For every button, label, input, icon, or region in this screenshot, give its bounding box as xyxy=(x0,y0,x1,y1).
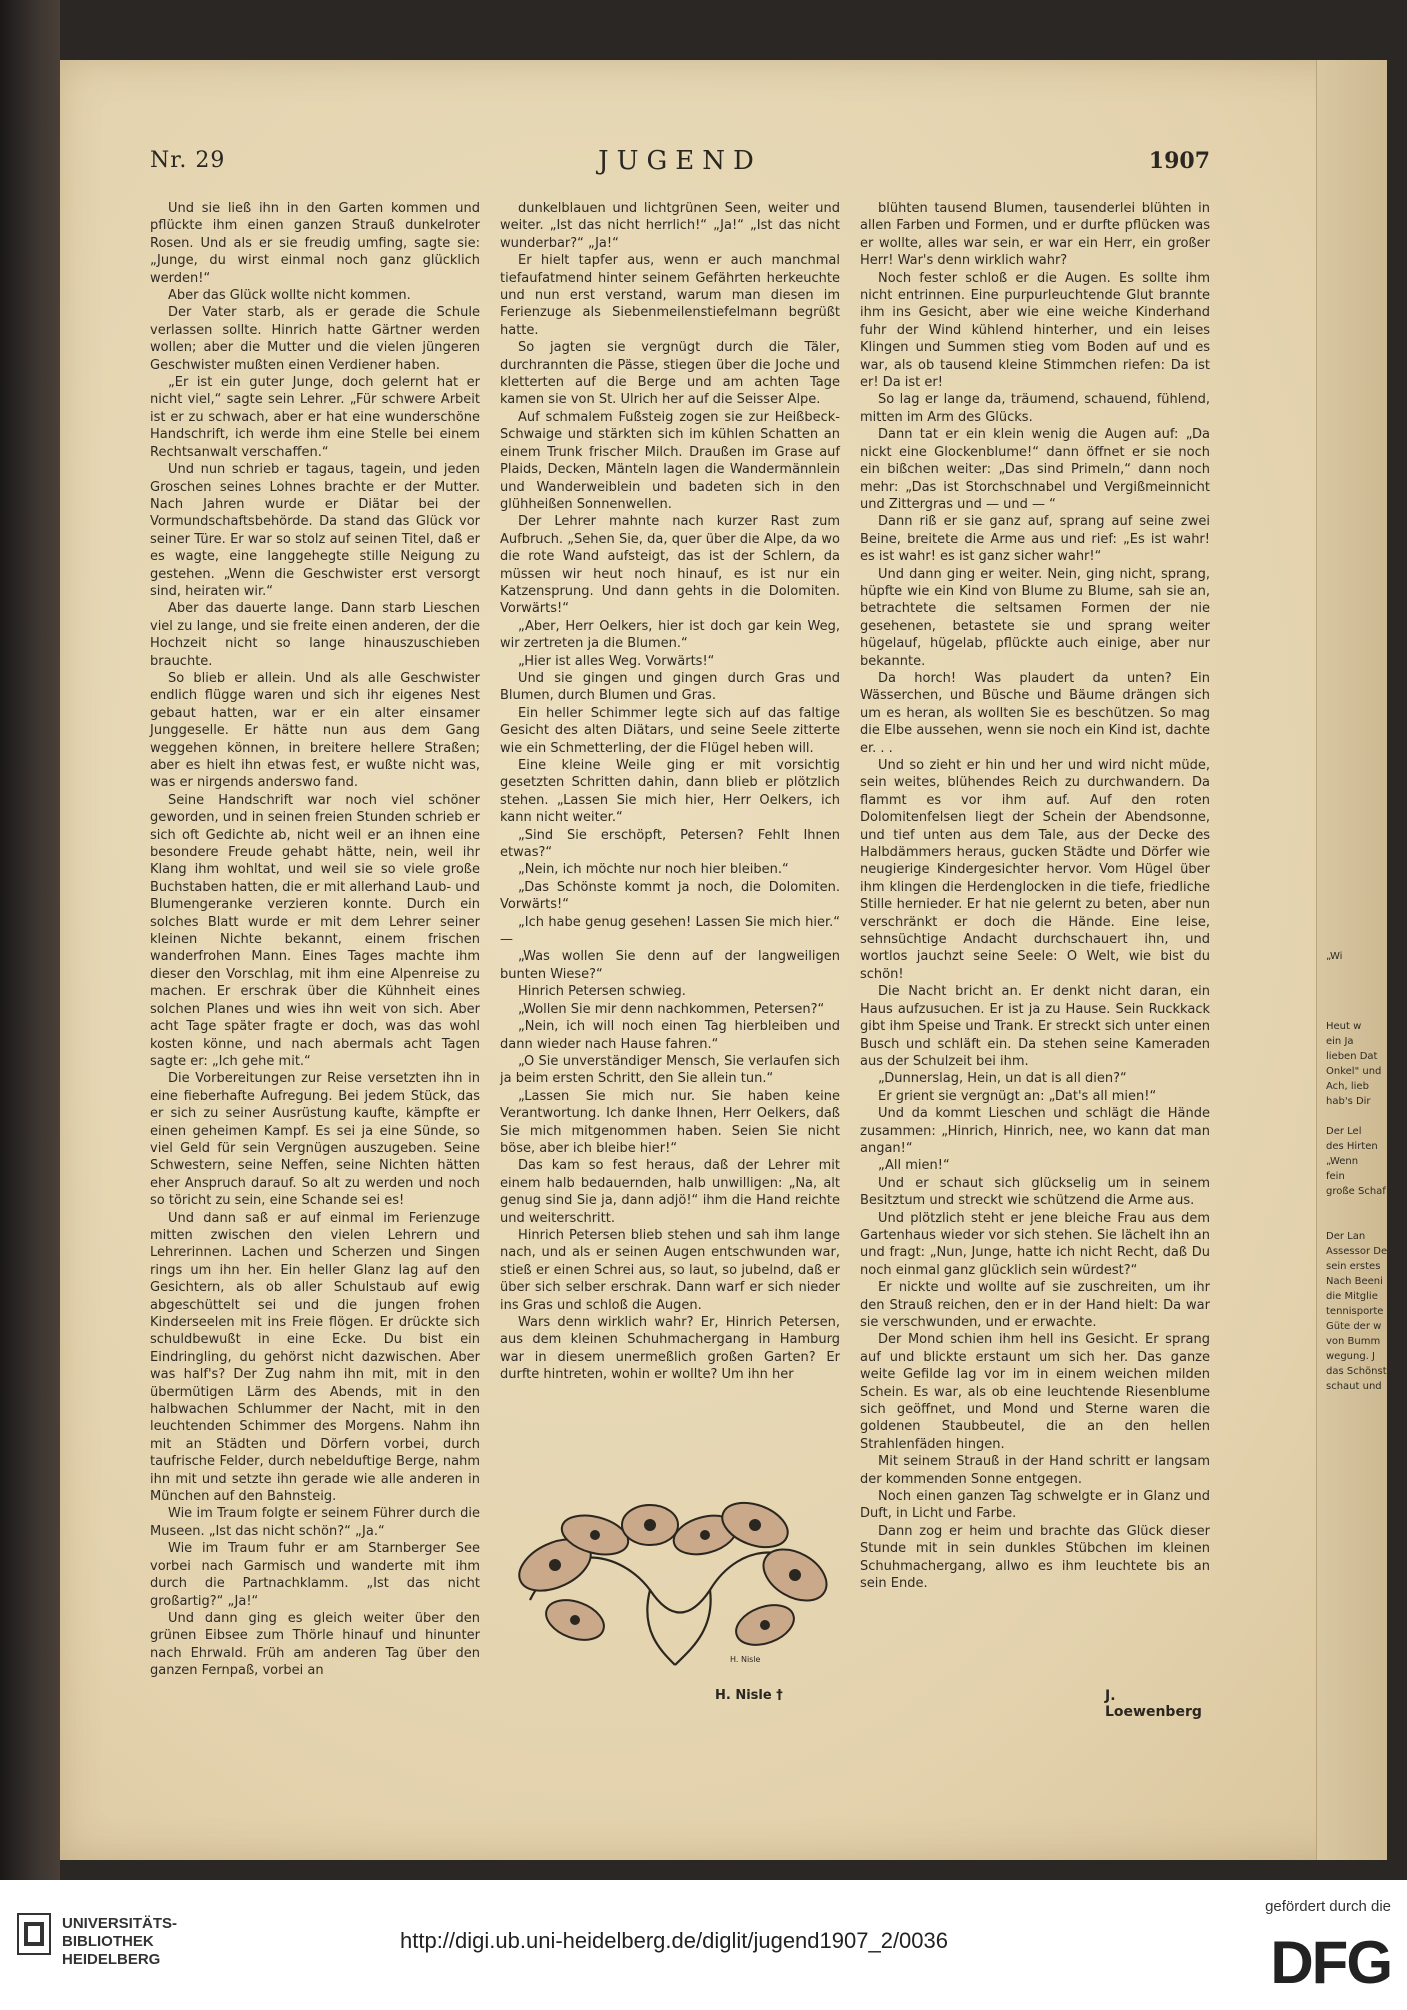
paragraph: Und dann ging es gleich weiter über den grünen Eibsee zum Thörle hinauf und hinunter nach Ehrwald. Früh am anderen Tag über den ganzen Fernpaß, vorbei an xyxy=(150,1610,480,1679)
paragraph: „Aber, Herr Oelkers, hier ist doch gar kein Weg, wir zertreten ja die Blumen.“ xyxy=(500,618,840,652)
text-fragment: hab's Dir xyxy=(1326,1096,1371,1107)
text-fragment: Assessor De xyxy=(1326,1246,1387,1257)
text-fragment: fein xyxy=(1326,1171,1345,1182)
magazine-title: JUGEND xyxy=(598,146,762,176)
paragraph: Mit seinem Strauß in der Hand schritt er langsam der kommenden Sonne entgegen. xyxy=(860,1454,1210,1487)
text-fragment: schaut und xyxy=(1326,1381,1382,1392)
paragraph: Und sie ließ ihn in den Garten kommen und pflückte ihm einen ganzen Strauß dunkelroter Rosen. Und als er sie freudig umfing, sagte sie: „Junge, du wirst einmal noch ganz glücklich werden!“ xyxy=(150,201,480,286)
text-fragment: tennisporte xyxy=(1326,1306,1384,1317)
paragraph: „Ich habe genug gesehen! Lassen Sie mich hier.“ — xyxy=(500,914,840,948)
paragraph: „O Sie unverständiger Mensch, Sie verlaufen sich ja beim ersten Schritt, den Sie allein tun.“ xyxy=(500,1053,840,1087)
text-fragment: lieben Dat xyxy=(1326,1051,1378,1062)
library-line: UNIVERSITÄTS- xyxy=(62,1915,178,1932)
library-line: HEIDELBERG xyxy=(62,1951,161,1968)
paragraph: So lag er lange da, träumend, schauend, fühlend, mitten im Arm des Glücks. xyxy=(860,392,1210,425)
text-fragment: Nach Beeni xyxy=(1326,1276,1383,1287)
paragraph: Eine kleine Weile ging er mit vorsichtig gesetzten Schritten dahin, dann blieb er plötzlich stehen. „Lassen Sie mich hier, Herr Oelkers, ich kann nicht weiter.“ xyxy=(500,758,840,826)
paragraph: Der Vater starb, als er gerade die Schule verlassen sollte. Hinrich hatte Gärtner werden wollen; aber die Mutter und die vielen jüngeren Geschwister mußten einen Verdiener haben. xyxy=(150,305,480,373)
paragraph: Ein heller Schimmer legte sich auf das faltige Gesicht des alten Diätars, und seine Seele zitterte wie ein Schmetterling, der die Flügel heben will. xyxy=(500,705,840,756)
paragraph: Dann tat er ein klein wenig die Augen auf: „Da nickt eine Glockenblume!“ dann öffnet er sie noch ein bißchen weiter: „Das sind Primeln,“ dann noch mehr: „Das ist Storchschnabel und Vergißmeinnicht und Zittergras und — und — “ xyxy=(860,427,1210,512)
paragraph: „Das Schönste kommt ja noch, die Dolomiten. Vorwärts!“ xyxy=(500,879,840,913)
text-fragment: wegung. J xyxy=(1326,1351,1376,1362)
dfg-logo: DFG xyxy=(1270,1929,1391,1996)
paragraph: Und er schaut sich glückselig um in seinem Besitztum und streckt wie schützend die Arme aus. xyxy=(860,1175,1210,1209)
paragraph: Und nun schrieb er tagaus, tagein, und jeden Groschen seines Lohnes brachte er der Mutter. Nach Jahren wurde er Diätar bei der Vormundschaftsbehörde. Da stand das Glück vor seiner Türe. Er war so stolz auf seinen Titel, daß er es wagte, eine langgehegte stille Neigung zu gestehen. „Wenn die Geschwister erst versorgt sind, heiraten wir.“ xyxy=(150,462,480,599)
text-fragment: die Mitglie xyxy=(1326,1291,1378,1302)
paragraph: Hinrich Petersen blieb stehen und sah ihm lange nach, und als er seinen Augen entschwunden war, stieß er einen Schrei aus, so laut, so jubelnd, daß er über sich selber erschrak. Dann warf er sich nieder ins Gras und schloß die Augen. xyxy=(500,1227,840,1313)
paragraph: dunkelblauen und lichtgrünen Seen, weiter und weiter. „Ist das nicht herrlich!“ „Ja!“ „Ist das nicht wunderbar?“ „Ja!“ xyxy=(500,201,840,251)
text-fragment: Ach, lieb xyxy=(1326,1081,1369,1092)
text-fragment: sein erstes xyxy=(1326,1261,1381,1272)
paragraph: „Lassen Sie mich nur. Sie haben keine Verantwortung. Ich danke Ihnen, Herr Oelkers, daß Sie mich mitgenommen haben. Seien Sie nicht böse, aber ich bleibe hier!“ xyxy=(500,1088,840,1156)
paragraph: „Nein, ich will noch einen Tag hierbleiben und dann wieder nach Hause fahren.“ xyxy=(500,1019,840,1052)
paragraph: „Hier ist alles Weg. Vorwärts!“ xyxy=(518,653,715,669)
funding-note: gefördert durch die xyxy=(1265,1898,1391,1915)
paragraph: So blieb er allein. Und als alle Geschwister endlich flügge waren und sich ihr eigenes Nest gebaut hatten, war er ein alter einsamer Junggeselle. Er hätte nun aus dem Gang weggehen können, in breitere hellere Straßen; aber es hielt ihn etwas fest, er wußte nicht was, was er nirgends anderswo fand. xyxy=(150,670,480,791)
library-line: BIBLIOTHEK xyxy=(62,1933,154,1950)
paragraph: Und dann ging er weiter. Nein, ging nicht, sprang, hüpfte wie ein Kind von Blume zu Blume, sah sie an, betrachtete die seltsamen Formen der nie gesehenen, betastete sie und sprang weiter hügelauf, hügelab, pflückte auch einige, aber nur bekannte. xyxy=(860,566,1210,669)
illustration-signature: H. Nisle xyxy=(730,1655,761,1664)
text-fragment: von Bumm xyxy=(1326,1336,1381,1347)
paragraph: Er grient sie vergnügt an: „Dat's all mien!“ xyxy=(878,1088,1157,1104)
column-right xyxy=(860,200,1210,1593)
paragraph: Wie im Traum folgte er seinem Führer durch die Museen. „Ist das nicht schön?“ „Ja.“ xyxy=(150,1506,480,1539)
paragraph: So jagten sie vergnügt durch die Täler, durchrannten die Pässe, stiegen über die Joche und kletterten auf die Berge und am achten Tage kamen sie von St. Ulrich her auf die Seisser Alpe. xyxy=(500,340,840,408)
paragraph: „Wollen Sie mir denn nachkommen, Petersen?“ xyxy=(518,1001,825,1017)
artist-credit: H. Nisle † xyxy=(715,1688,783,1703)
permalink-url[interactable]: http://digi.ub.uni-heidelberg.de/diglit/jugend1907_2/0036 xyxy=(400,1928,948,1953)
library-name xyxy=(62,1915,177,1969)
paragraph: Das kam so fest heraus, daß der Lehrer mit einem halb bedauernden, halb unwilligen: „Na, alt genug sind Sie ja, dann adjö!“ ihm die Hand reichte und weiterschritt. xyxy=(500,1158,840,1226)
text-fragment: ein Ja xyxy=(1326,1036,1354,1047)
paragraph: Die Nacht bricht an. Er denkt nicht daran, ein Haus aufzusuchen. Er ist ja zu Hause. Sein Ruckkack gibt ihm Speise und Trank. Er streckt sich unter einen Busch und schläft ein. Da stehen seine Kameraden aus der Schulzeit bei ihm. xyxy=(860,984,1210,1069)
next-page-partial-text xyxy=(1322,60,1387,1860)
paragraph: „Nein, ich möchte nur noch hier bleiben.“ xyxy=(518,862,789,878)
paragraph: Der Mond schien ihm hell ins Gesicht. Er sprang auf und blickte erstaunt um sich her. Das ganze weite Gefilde lag vor im in einem weichen milden Schein. Es war, als ob eine leuchtende Riesenblume sich geöffnet, und Mond und Sterne waren die goldenen Staubbeutel, die an den hellen Strahlenfäden hingen. xyxy=(860,1332,1210,1452)
paragraph: „Was wollen Sie denn auf der langweiligen bunten Wiese?“ xyxy=(500,949,840,982)
paragraph: Der Lehrer mahnte nach kurzer Rast zum Aufbruch. „Sehen Sie, da, quer über die Alpe, da wo die rote Wand aufsteigt, das ist der Schlern, da müssen wir heut noch hinauf, es ist nur ein Katzensprung. Und dann gehts in die Dolomiten. Vorwärts!“ xyxy=(500,514,840,617)
text-fragment: große Schaf xyxy=(1326,1186,1386,1197)
paragraph: „All mien!“ xyxy=(878,1158,950,1174)
paragraph: Seine Handschrift war noch viel schöner geworden, und in seinen freien Stunden schrieb er sich oft Gedichte ab, nicht weil er an ihnen eine besondere Freude gehabt hätte, nein, weil ihr Klang ihm wohltat, und weil sie so viele große Buchstaben hatten, die er mit allerhand Laub- und Blumengeranke verzieren konnte. Durch ein solches Blatt wurde er mit dem Lehrer seiner kleinen Nichte bekannt, einem frischen wanderfrohen Mann. Eines Tages machte ihm dieser den Vorschlag, mit ihm eine Alpenreise zu machen. Er erschrak über die Kühnheit eines solchen Planes und wies ihn weit von sich. Aber acht Tage später fragte er doch, was das wohl kosten könne, und nach abermals acht Tagen sagte er: „Ich gehe mit.“ xyxy=(150,792,480,1069)
paragraph: Er hielt tapfer aus, wenn er auch manchmal tiefaufatmend hinter seinem Gefährten herkeuchte und nun erst verstand, warum man diesen im Ferienzuge als Siebenmeilenstiefelmann begrüßt hatte. xyxy=(500,253,840,338)
paragraph: „Er ist ein guter Junge, doch gelernt hat er nicht viel,“ sagte sein Lehrer. „Für schwere Arbeit ist er zu schwach, aber er hat eine wunderschöne Handschrift, ich werde ihm eine Stelle bei einem Rechtsanwalt verschaffen.“ xyxy=(150,375,480,460)
viewer-footer xyxy=(0,1880,1407,2010)
text-fragment: „Wi xyxy=(1326,951,1343,962)
column-left xyxy=(150,200,480,1680)
paragraph: Und sie gingen und gingen durch Gras und Blumen, durch Blumen und Gras. xyxy=(500,670,840,704)
issue-number: Nr. 29 xyxy=(150,148,226,173)
scanned-page xyxy=(60,60,1387,1860)
paragraph: blühten tausend Blumen, tausenderlei blühten in allen Farben und Formen, und er durfte pflücken was er wollte, alles war sein, er war ein Herr, ein großer Herr! War's denn wirklich wahr? xyxy=(860,201,1210,269)
paragraph: Er nickte und wollte auf sie zuschreiten, um ihr den Strauß reichen, den er in der Hand hielt: Da war sie verschwunden, und er erwachte. xyxy=(860,1280,1210,1330)
paragraph: Wars denn wirklich wahr? Er, Hinrich Petersen, aus dem kleinen Schuhmachergang in Hamburg war in diesem unermeßlich großen Garten? Er durfte hintreten, wohin er wollte? Um ihn her xyxy=(500,1315,840,1383)
author-credit: J. Loewenberg xyxy=(1105,1688,1202,1720)
text-fragment: Heut w xyxy=(1326,1021,1362,1032)
paragraph: Hinrich Petersen schwieg. xyxy=(518,984,686,1000)
text-fragment: Der Lel xyxy=(1326,1126,1362,1137)
page-header xyxy=(150,148,1210,188)
text-fragment: Onkel" und xyxy=(1326,1066,1382,1077)
butterfly-ornament-illustration xyxy=(500,1480,840,1670)
book-binding xyxy=(0,0,60,1880)
text-fragment: des Hirten xyxy=(1326,1141,1378,1152)
text-fragment: „Wenn xyxy=(1326,1156,1359,1167)
paragraph: „Dunnerslag, Hein, un dat is all dien?“ xyxy=(878,1071,1127,1087)
column-middle xyxy=(500,200,840,1384)
paragraph: Aber das dauerte lange. Dann starb Lieschen viel zu lange, und sie freite einen anderen, der die Hochzeit nicht so lange hinauszuschieben brauchte. xyxy=(150,601,480,669)
paragraph: Noch fester schloß er die Augen. Es sollte ihm nicht entrinnen. Eine purpurleuchtende Glut brannte ihm ins Gesicht, aber wie eine weiche Kinderhand fuhr der Wind kühlend hinterher, und ein leises Klingen und Summen stieg vom Boden auf und es war, als ob tausend kleine Stimmchen riefen: Da ist er! Da ist er! xyxy=(860,270,1210,391)
paragraph: Dann zog er heim und brachte das Glück dieser Stunde mit in sein dunkles Stübchen im kleinen Schuhmachergang, allwo es ihm leuchtete bis an sein Ende. xyxy=(860,1523,1210,1592)
paragraph: Und dann saß er auf einmal im Ferienzuge mitten zwischen den vielen Lehrern und Lehrerinnen. Lachen und Scherzen und Singen rings um ihn her. Ein heller Glanz lag auf den Gesichtern, als ob aller Schulstaub auf ewig abgeschüttelt sei und die jungen frohen Kinderseelen mit ins Freie flögen. Er drückte sich schuldbewußt in eine Ecke. Du bist ein Eindringling, du gehörst nicht dazwischen. Aber was half's? Der Zug nahm ihn mit, mit in den übermütigen Lärm des Abends, mit in den halbwachen Schlummer der Nacht, mit in den leuchtenden Schimmer des Morgens. Nahm ihn mit an Städten und Dörfern vorbei, durch taufrische Felder, durch nebelduftige Berge, nahm ihn mit und setzte ihn gerade wie alle anderen in München auf den Bahnsteig. xyxy=(150,1210,480,1505)
paragraph: Auf schmalem Fußsteig zogen sie zur Heißbeck-Schwaige und stärkten sich im kühlen Schatten an einem Trunk frischer Milch. Draußen im Grase auf Plaids, Decken, Mänteln lagen die Wandermännlein und Wanderweiblein und badeten sich in den glühheißen Sonnenwellen. xyxy=(500,409,840,512)
paragraph: „Sind Sie erschöpft, Petersen? Fehlt Ihnen etwas?“ xyxy=(500,827,840,861)
paragraph: Noch einen ganzen Tag schwelgte er in Glanz und Duft, in Licht und Farbe. xyxy=(860,1489,1210,1522)
paragraph: Und da kommt Lieschen und schlägt die Hände zusammen: „Hinrich, Hinrich, nee, wo kann dat man angan!“ xyxy=(860,1106,1210,1156)
paragraph: Aber das Glück wollte nicht kommen. xyxy=(168,288,411,304)
text-columns xyxy=(150,200,1210,1820)
text-fragment: Güte der w xyxy=(1326,1321,1382,1332)
paragraph: Wie im Traum fuhr er am Starnberger See vorbei nach Garmisch und wanderte mit ihm durch die Partnachklamm. „Ist das nicht großartig?“ „Ja!“ xyxy=(150,1541,480,1609)
paragraph: Da horch! Was plaudert da unten? Ein Wässerchen, und Büsche und Bäume drängen sich um es heran, als wollten Sie es beschützen. So mag die Elbe aussehen, wenn sie noch ein Kind ist, dachte er. . . xyxy=(860,670,1210,756)
text-fragment: Der Lan xyxy=(1326,1231,1366,1242)
paragraph: Und so zieht er hin und her und wird nicht müde, sein weites, blühendes Reich zu durchwandern. Da flammt es vor ihm auf. Auf den roten Dolomitenfelsen liegt der Schein der Abendsonne, und tief unten aus dem Tale, aus der Decke des Halbdämmers heraus, gucken Städte und Dörfer wie neugierige Kindergesichter hervor. Vom Hügel über ihm klingen die Herdenglocken in die tiefe, friedliche Stille hernieder. Er hat nie gelernt zu beten, aber nun verschränkt er doch die Hände. Eine leise, sehnsüchtige Andacht durchschauert ihn, und wortlos jauchzt seine Seele: O Welt, wie bist du schön! xyxy=(860,758,1210,982)
paragraph: Die Vorbereitungen zur Reise versetzten ihn in eine fieberhafte Aufregung. Bei jedem Stück, das er sich zu seiner Ausrüstung kaufte, kämpfte er einen geheimen Kampf. Es sei ja eine Sünde, so viel Geld für sein Vergnügen auszugeben. Seine Schwestern, seine Neffen, seine Nichten hätten eher Anspruch darauf. So alt zu werden und noch so töricht zu sein, eine Schande sei es! xyxy=(150,1071,480,1209)
university-seal-icon xyxy=(14,1910,54,1958)
issue-year: 1907 xyxy=(1148,148,1210,174)
text-fragment: das Schönst xyxy=(1326,1366,1387,1377)
paragraph: Dann riß er sie ganz auf, sprang auf seine zwei Beine, breitete die Arme aus und rief: „Es ist wahr! es ist wahr! es ist ganz sicher wahr!“ xyxy=(860,514,1210,565)
paragraph: Und plötzlich steht er jene bleiche Frau aus dem Gartenhaus wieder vor sich stehen. Sie lächelt ihn an und fragt: „Nun, Junge, hatte ich nicht Recht, daß Du noch einmal ganz glücklich sein würdest?“ xyxy=(860,1210,1210,1278)
